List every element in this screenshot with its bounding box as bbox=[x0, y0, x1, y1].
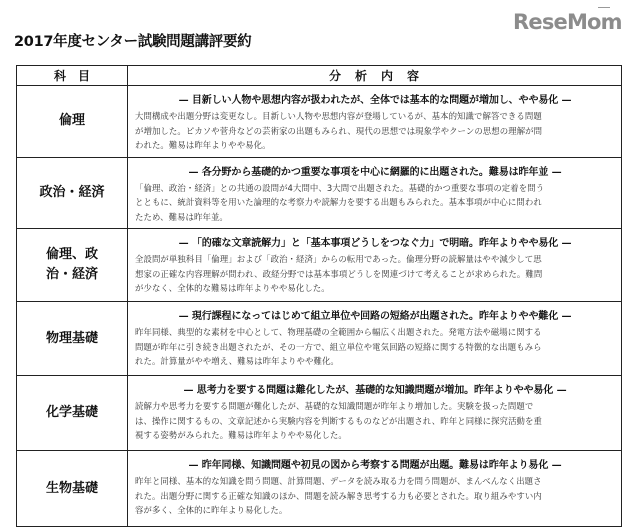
row-body bbox=[135, 399, 615, 443]
body-line: 想家の正確な内容理解が問われ、政経分野では基本事項どうしを関連づけて考えることが求められた。難問 bbox=[135, 268, 543, 279]
row-headline: — 現行課程になってはじめて組立単位や回路の短絡が出題された。昨年よりやや難化 — bbox=[178, 311, 572, 322]
row-headline: — 「的確な文章読解力」と「基本事項どうしをつなぐ力」で明暗。昨年よりやや易化 — bbox=[178, 238, 572, 249]
header-analysis: 分 析 内 容 bbox=[128, 66, 622, 86]
row-body bbox=[135, 181, 615, 225]
body-line: 容が多く、全体的に昨年より易化した。 bbox=[135, 505, 288, 515]
analysis-cell bbox=[128, 86, 622, 158]
table-row bbox=[17, 157, 622, 229]
table-header-row bbox=[17, 66, 622, 86]
subject-cell bbox=[17, 86, 128, 158]
body-line: 読解力や思考力を要する問題が難化したが、基礎的な知識問題が昨年より増加した。実験を扱った問題で bbox=[135, 401, 534, 411]
table-row bbox=[17, 451, 622, 527]
body-line: 大問構成や出題分野は変更なし。目新しい人物や思想内容が登場しているが、基本的知識で解答できる問題 bbox=[135, 111, 542, 121]
body-line: 全設問が単独科目「倫理」および「政治・経済」からの転用であった。倫理分野の読解量はやや減少して思 bbox=[135, 254, 542, 264]
body-line: 問題が昨年に引き続き出題されたが、その一方で、組立単位や電気回路の短絡に関する特徴的な出題もみら bbox=[135, 341, 542, 352]
table-row bbox=[17, 229, 622, 302]
body-line: われた。難易は昨年よりやや易化。 bbox=[135, 140, 271, 150]
subject-label: 生物基礎 bbox=[45, 480, 98, 496]
row-body bbox=[135, 109, 615, 153]
body-line: は、操作に関するもの、文章記述から実験内容を判断するものなどが出題され、昨年と同様に探究活動を重 bbox=[135, 415, 542, 426]
resemom-logo[interactable]: ReseMom bbox=[513, 10, 622, 34]
subject-cell bbox=[17, 157, 128, 229]
row-body bbox=[135, 252, 615, 296]
subject-label: 倫理 bbox=[58, 113, 85, 129]
analysis-cell bbox=[128, 302, 622, 376]
subject-cell bbox=[17, 451, 128, 527]
body-line: が少なく、全体的な難易は昨年よりやや易化した。 bbox=[135, 283, 330, 293]
body-line: たため、難易は昨年並。 bbox=[135, 211, 228, 222]
analysis-cell bbox=[128, 451, 622, 527]
row-headline: — 思考力を要する問題は難化したが、基礎的な知識問題が増加。昨年よりやや易化 — bbox=[183, 385, 567, 396]
row-body bbox=[135, 325, 615, 369]
body-line: 視する姿勢がみられた。難易は昨年よりやや易化した。 bbox=[135, 430, 347, 440]
subject-cell bbox=[17, 229, 128, 302]
subject-label-line: 治・経済 bbox=[45, 267, 98, 282]
body-line: れた。出題分野に関する正確な知識のほか、問題を読み解き思考する力も必要とされた。取り組みやすい内 bbox=[135, 490, 542, 501]
body-line: とともに、統計資料等を用いた論理的な考察力や読解力を要する出題もみられた。基本事項が中心に問われ bbox=[135, 197, 542, 207]
row-headline: — 昨年同様、知識問題や初見の図から考察する問題が出題。難易は昨年より易化 — bbox=[188, 460, 562, 471]
body-line: 昨年と同様、基本的な知識を問う問題、計算問題、データを読み取る力を問う問題が、まんべんなく出題さ bbox=[135, 476, 542, 486]
review-table bbox=[16, 65, 622, 527]
table-row bbox=[17, 376, 622, 451]
header-subject: 科 目 bbox=[17, 66, 128, 86]
analysis-cell bbox=[128, 376, 622, 451]
subject-cell bbox=[17, 376, 128, 451]
analysis-cell bbox=[128, 157, 622, 229]
body-line: 昨年同様、典型的な素材を中心として、物理基礎の全範囲から幅広く出題された。発電方法や磁場に関する bbox=[135, 327, 542, 337]
subject-label: 政治・経済 bbox=[39, 184, 105, 200]
body-line: 「倫理、政治・経済」との共通の設問が4大問中、3大問で出題された。基礎的かつ重要な事項の定着を問う bbox=[135, 182, 545, 193]
body-line: れた。計算量がやや増え、難易は昨年よりやや難化。 bbox=[135, 356, 339, 366]
page-title: 2017年度センター試験問題講評要約 bbox=[14, 34, 252, 50]
body-line: が増加した。ピカソや菅舟などの芸術家の出題もみられ、現代の思想では現象学やクーンの思想の理解が問 bbox=[135, 125, 543, 136]
table-row bbox=[17, 302, 622, 376]
subject-label: 化学基礎 bbox=[45, 405, 98, 420]
row-headline: — 各分野から基礎的かつ重要な事項を中心に網羅的に出題された。難易は昨年並 — bbox=[188, 166, 562, 178]
table-row bbox=[17, 86, 622, 158]
row-headline: — 目新しい人物や思想内容が扱われたが、全体では基本的な問題が増加し、やや易化 — bbox=[178, 95, 572, 106]
subject-label-line: 倫理、政 bbox=[45, 247, 98, 262]
logo-tagline-mark bbox=[598, 7, 610, 11]
row-body bbox=[135, 474, 615, 518]
subject-label: 物理基礎 bbox=[45, 330, 98, 346]
subject-cell bbox=[17, 302, 128, 376]
analysis-cell bbox=[128, 229, 622, 302]
